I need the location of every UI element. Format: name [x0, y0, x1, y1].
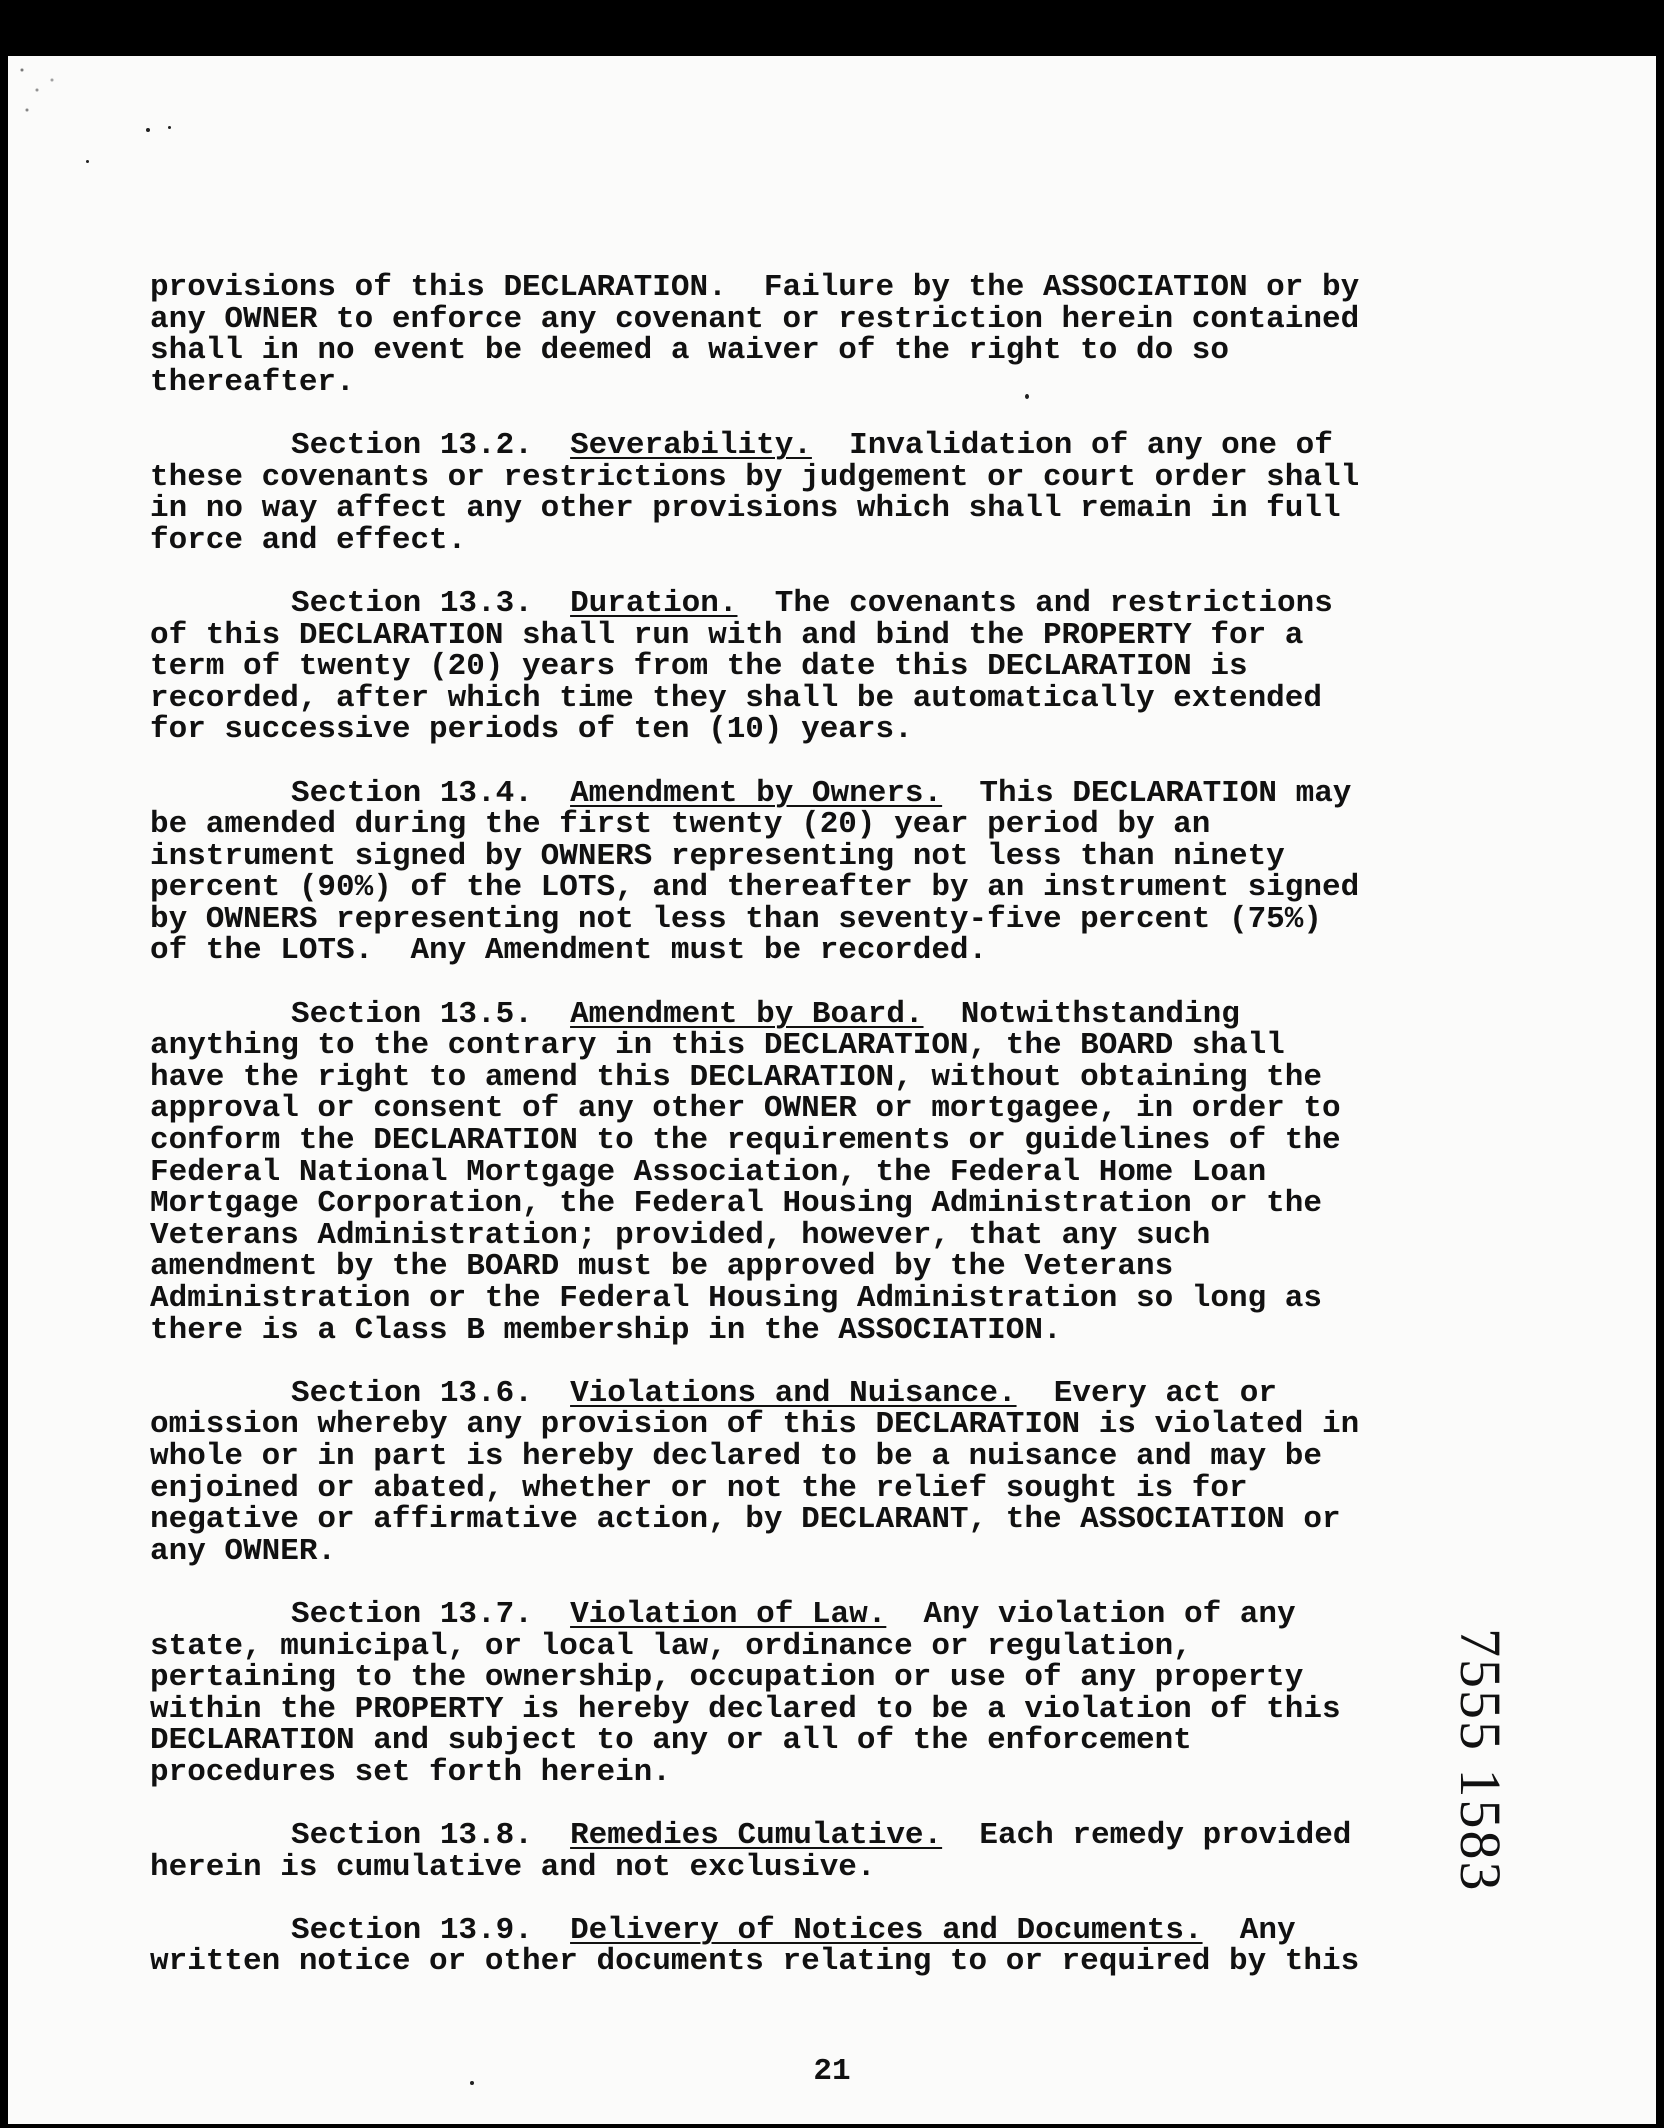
text-line: force and effect.	[150, 522, 467, 558]
text-line: conform the DECLARATION to the requirements or guidelines of the	[150, 1123, 1341, 1159]
text-line: omission whereby any provision of this DECLARATION is violated in	[150, 1407, 1360, 1443]
text-line: of the LOTS. Any Amendment must be recorded.	[150, 933, 988, 969]
section-paragraph	[150, 1596, 1430, 1790]
text-line: any OWNER.	[150, 1533, 337, 1569]
section-paragraph	[150, 427, 1430, 558]
section-heading: Amendment by Owners.	[570, 775, 943, 811]
section-paragraph	[150, 775, 1430, 969]
text-line: there is a Class B membership in the ASSOCIATION.	[150, 1312, 1062, 1348]
section-first-line	[150, 585, 1430, 621]
section-heading: Violations and Nuisance.	[570, 1375, 1017, 1411]
text-line: anything to the contrary in this DECLARATION, the BOARD shall	[150, 1028, 1285, 1064]
section-number: Section 13.4.	[291, 775, 533, 811]
document-body	[150, 272, 1430, 2010]
section-first-line	[150, 1912, 1430, 1948]
document-page	[8, 56, 1656, 2124]
text-line: instrument signed by OWNERS representing not less than ninety	[150, 838, 1285, 874]
section-heading: Amendment by Board.	[570, 996, 924, 1032]
text-line: within the PROPERTY is hereby declared to be a violation of this	[150, 1691, 1341, 1727]
text-line: DECLARATION and subject to any or all of the enforcement	[150, 1723, 1192, 1759]
text-line: amendment by the BOARD must be approved by the Veterans	[150, 1249, 1174, 1285]
section-number: Section 13.5.	[291, 996, 533, 1032]
section-first-line-text: Any violation of any	[923, 1596, 1296, 1632]
recording-stamp-text: 7555 1583	[1448, 1628, 1513, 1893]
section-number: Section 13.8.	[291, 1818, 533, 1854]
text-line: herein is cumulative and not exclusive.	[150, 1849, 876, 1885]
text-line: any OWNER to enforce any covenant or restriction herein contained	[150, 301, 1360, 337]
recording-stamp	[1448, 1628, 1534, 2008]
section-first-line	[150, 427, 1430, 463]
text-line: these covenants or restrictions by judgement or court order shall	[150, 459, 1360, 495]
text-line: thereafter.	[150, 364, 355, 400]
text-line: Administration or the Federal Housing Administration so long as	[150, 1281, 1322, 1316]
section-paragraph	[150, 996, 1430, 1348]
text-line: of this DECLARATION shall run with and bind the PROPERTY for a	[150, 617, 1304, 653]
section-first-line-text: The covenants and restrictions	[774, 585, 1333, 621]
section-heading: Delivery of Notices and Documents.	[570, 1912, 1203, 1948]
section-number: Section 13.9.	[291, 1912, 533, 1948]
text-line: Mortgage Corporation, the Federal Housing Administration or the	[150, 1186, 1322, 1222]
text-line: enjoined or abated, whether or not the relief sought is for	[150, 1470, 1248, 1506]
text-line: Federal National Mortgage Association, the Federal Home Loan	[150, 1154, 1267, 1190]
text-line: recorded, after which time they shall be automatically extended	[150, 680, 1322, 716]
section-paragraph	[150, 1912, 1430, 1980]
section-heading: Remedies Cumulative.	[570, 1818, 943, 1854]
text-line: procedures set forth herein.	[150, 1754, 671, 1790]
section-heading: Duration.	[570, 585, 738, 621]
section-number: Section 13.6.	[291, 1375, 533, 1411]
text-line: shall in no event be deemed a waiver of the right to do so	[150, 333, 1229, 369]
scan-corner-noise	[12, 60, 82, 160]
section-first-line-text: Every act or	[1053, 1375, 1278, 1411]
section-first-line-text: Notwithstanding	[960, 996, 1240, 1032]
section-first-line-text: Each remedy provided	[979, 1818, 1352, 1854]
text-line: state, municipal, or local law, ordinance or regulation,	[150, 1628, 1192, 1664]
section-heading: Severability.	[570, 427, 812, 463]
section-first-line	[150, 1596, 1430, 1632]
page-number: 21	[813, 2054, 851, 2089]
text-line: term of twenty (20) years from the date this DECLARATION is	[150, 649, 1248, 685]
scan-speck	[168, 126, 171, 129]
text-line: approval or consent of any other OWNER or mortgagee, in order to	[150, 1091, 1341, 1127]
text-line: whole or in part is hereby declared to be a nuisance and may be	[150, 1438, 1322, 1474]
section-first-line-text: This DECLARATION may	[979, 775, 1352, 811]
section-paragraph	[150, 1375, 1430, 1569]
section-first-line-text: Any	[1239, 1912, 1296, 1948]
text-line: by OWNERS representing not less than seventy-five percent (75%)	[150, 901, 1322, 937]
section-first-line	[150, 996, 1430, 1032]
section-paragraph	[150, 585, 1430, 748]
section-number: Section 13.7.	[291, 1596, 533, 1632]
section-first-line-text: Invalidation of any one of	[849, 427, 1333, 463]
text-line: provisions of this DECLARATION. Failure by the ASSOCIATION or by	[150, 270, 1360, 305]
text-line: pertaining to the ownership, occupation or use of any property	[150, 1660, 1304, 1696]
text-line: for successive periods of ten (10) years.	[150, 712, 913, 748]
section-first-line	[150, 1820, 1430, 1852]
continuation-paragraph	[150, 272, 1430, 398]
text-line: in no way affect any other provisions which shall remain in full	[150, 491, 1341, 527]
section-paragraph	[150, 1820, 1430, 1883]
scan-speck	[146, 128, 150, 132]
section-heading: Violation of Law.	[570, 1596, 887, 1632]
section-number: Section 13.3.	[291, 585, 533, 621]
section-first-line	[150, 775, 1430, 811]
text-line: be amended during the first twenty (20) year period by an	[150, 807, 1211, 843]
text-line: Veterans Administration; provided, however, that any such	[150, 1217, 1211, 1253]
text-line: have the right to amend this DECLARATION, without obtaining the	[150, 1059, 1322, 1095]
section-number: Section 13.2.	[291, 427, 533, 463]
text-line: percent (90%) of the LOTS, and thereafter by an instrument signed	[150, 870, 1360, 906]
text-line: written notice or other documents relating to or required by this	[150, 1944, 1360, 1980]
scan-speck	[86, 160, 89, 163]
text-line: negative or affirmative action, by DECLARANT, the ASSOCIATION or	[150, 1502, 1341, 1538]
section-first-line	[150, 1375, 1430, 1411]
